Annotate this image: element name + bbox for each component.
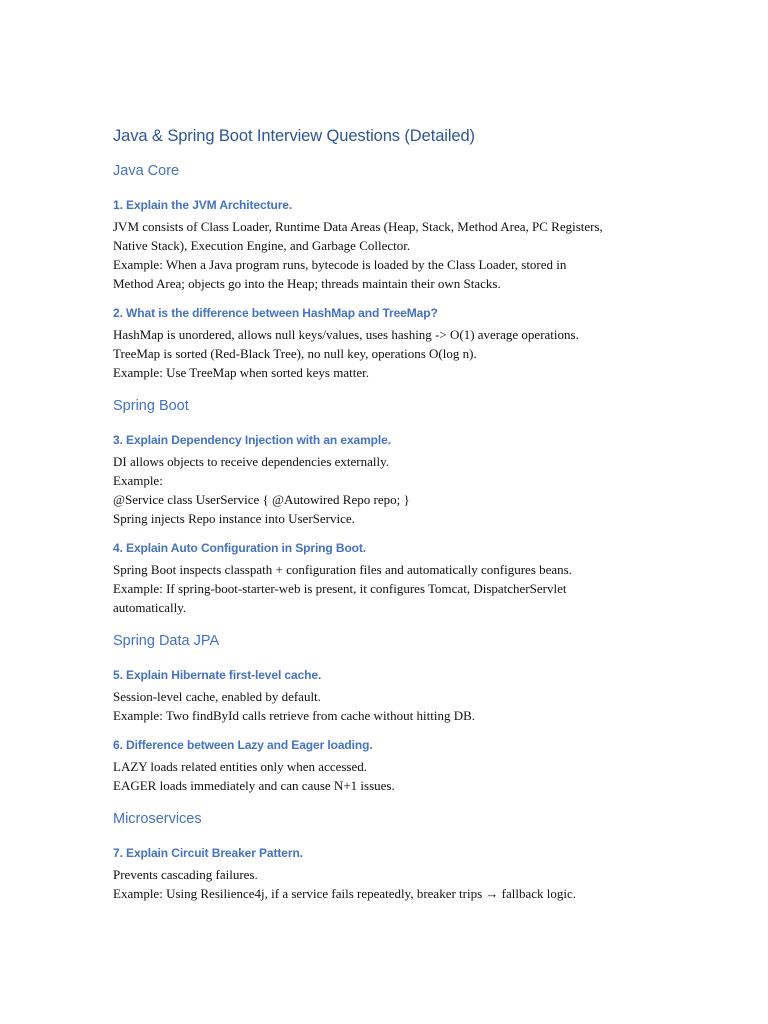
question-block (113, 540, 673, 617)
answer-body (113, 687, 673, 725)
answer-line: Example: When a Java program runs, bytecode is loaded by the Class Loader, stored in (113, 257, 567, 272)
answer-line: Example: Using Resilience4j, if a service fails repeatedly, breaker trips → fallback logic. (113, 886, 577, 901)
answer-line: Native Stack), Execution Engine, and Garbage Collector. (113, 238, 411, 253)
answer-line: DI allows objects to receive dependencies externally. (113, 454, 390, 469)
section-java-core (113, 161, 673, 382)
answer-line: Method Area; objects go into the Heap; threads maintain their own Stacks. (113, 276, 501, 291)
answer-body (113, 325, 673, 382)
question-heading: 3. Explain Dependency Injection with an example. (113, 433, 391, 447)
answer-line: Spring Boot inspects classpath + configuration files and automatically configures beans. (113, 562, 572, 577)
answer-body (113, 865, 673, 903)
answer-line: automatically. (113, 600, 187, 615)
question-block (113, 737, 673, 795)
answer-line: Session-level cache, enabled by default. (113, 689, 321, 704)
question-heading: 1. Explain the JVM Architecture. (113, 198, 293, 212)
answer-line: Example: Two findById calls retrieve from cache without hitting DB. (113, 708, 476, 723)
document-title: Java & Spring Boot Interview Questions (Detailed) (113, 127, 475, 145)
question-heading: 4. Explain Auto Configuration in Spring Boot. (113, 541, 367, 555)
section-spring-data-jpa (113, 631, 673, 795)
answer-body (113, 560, 673, 617)
question-heading: 6. Difference between Lazy and Eager loading. (113, 738, 373, 752)
question-block (113, 667, 673, 725)
answer-line: HashMap is unordered, allows null keys/values, uses hashing -> O(1) average operations. (113, 327, 579, 342)
section-heading: Java Core (113, 163, 180, 179)
answer-line: JVM consists of Class Loader, Runtime Data Areas (Heap, Stack, Method Area, PC Registers, (113, 219, 603, 234)
question-heading: 5. Explain Hibernate first-level cache. (113, 668, 322, 682)
section-spring-boot (113, 396, 673, 617)
answer-line: Example: If spring-boot-starter-web is present, it configures Tomcat, DispatcherServlet (113, 581, 567, 596)
section-heading: Spring Data JPA (113, 633, 220, 649)
question-block (113, 432, 673, 528)
question-heading: 7. Explain Circuit Breaker Pattern. (113, 846, 303, 860)
section-heading: Microservices (113, 811, 202, 827)
answer-body (113, 217, 673, 293)
answer-body (113, 452, 673, 528)
question-heading: 2. What is the difference between HashMap and TreeMap? (113, 306, 438, 320)
answer-line: TreeMap is sorted (Red-Black Tree), no null key, operations O(log n). (113, 346, 477, 361)
answer-line: Example: (113, 473, 163, 488)
answer-body (113, 757, 673, 795)
answer-line: EAGER loads immediately and can cause N+1 issues. (113, 778, 395, 793)
answer-line: LAZY loads related entities only when accessed. (113, 759, 368, 774)
document-content (113, 125, 673, 903)
answer-line: Prevents cascading failures. (113, 867, 258, 882)
answer-line: Spring injects Repo instance into UserService. (113, 511, 355, 526)
section-microservices (113, 809, 673, 903)
answer-line: @Service class UserService { @Autowired Repo repo; } (113, 492, 410, 507)
question-block (113, 197, 673, 293)
section-heading: Spring Boot (113, 398, 189, 414)
question-block (113, 305, 673, 382)
answer-line: Example: Use TreeMap when sorted keys matter. (113, 365, 369, 380)
question-block (113, 845, 673, 903)
